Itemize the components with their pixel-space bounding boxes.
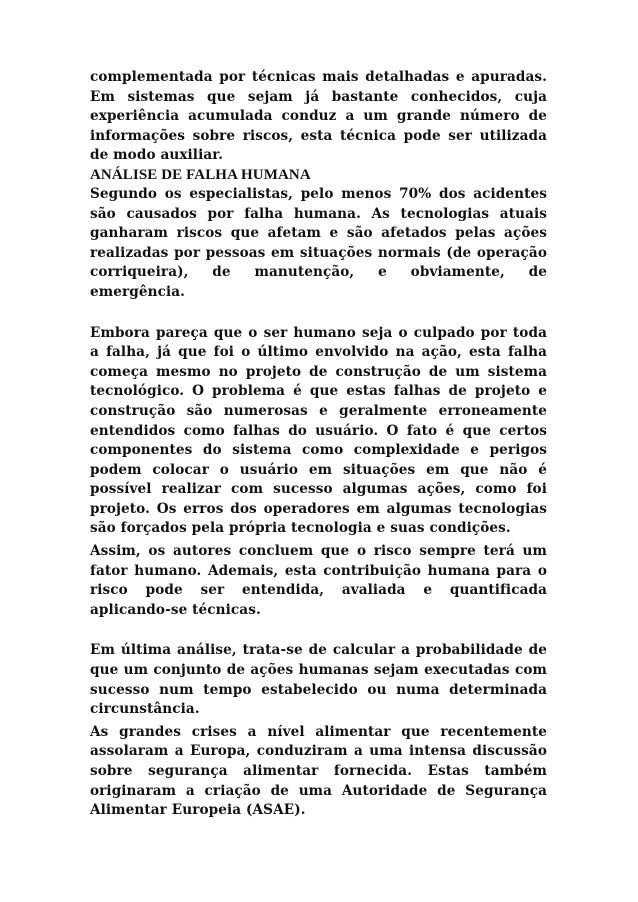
document-page	[90, 68, 547, 821]
paragraph-food-safety: As grandes crises a nível alimentar que recentemente assolaram a Europa, conduziram a uma intensa discussão sobre segurança alimentar fornecida. Estas também originaram a criação de uma Autoridade de Segurança Alimentar Europeia (ASAE).	[90, 723, 547, 819]
paragraph-probability: Em última análise, trata-se de calcular a probabilidade de que um conjunto de ações humanas sejam executadas com sucesso num tempo estabelecido ou numa determinada circunstância.	[90, 642, 547, 718]
section-heading: ANÁLISE DE FALHA HUMANA	[90, 166, 311, 183]
paragraph-human-factor: Assim, os autores concluem que o risco sempre terá um fator humano. Ademais, esta contribuição humana para o risco pode ser entendida, avaliada e quantificada aplicando-se técnicas.	[90, 543, 547, 618]
paragraph-statistics: Segundo os especialistas, pelo menos 70% dos acidentes são causados por falha humana. As tecnologias atuais ganharam riscos que afetam e são afetados pelas ações realizadas por pessoas em situações normais (de operação corriqueira), de manutenção, e obviamente, de emergência.	[90, 185, 547, 300]
paragraph-design-failures: Embora pareça que o ser humano seja o culpado por toda a falha, já que foi o último envolvido na ação, esta falha começa mesmo no projeto de construção de um sistema tecnológico. O problema é que estas falhas de projeto e construção são numerosas e geralmente erroneamente entendidos como falhas do usuário. O fato é que certos componentes do sistema como complexidade e perigos podem colocar o usuário em situações em que não é possível realizar com sucesso algumas ações, como foi projeto. Os erros dos operadores em algumas tecnologias são forçados pela própria tecnologia e suas condições.	[90, 324, 547, 537]
paragraph-intro-continuation: complementada por técnicas mais detalhadas e apuradas. Em sistemas que sejam já bastante conhecidos, cuja experiência acumulada conduz a um grande número de informações sobre riscos, esta técnica pode ser utilizada de modo auxiliar.	[90, 69, 547, 164]
